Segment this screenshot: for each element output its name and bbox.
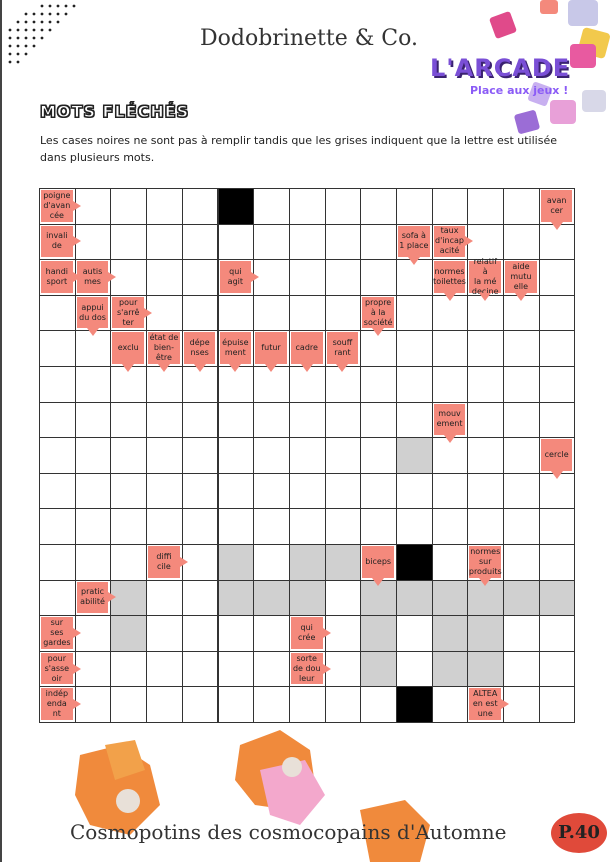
answer-cell[interactable] xyxy=(218,508,255,545)
answer-cell[interactable] xyxy=(539,295,576,332)
clue-text: ALTEA en est une xyxy=(472,689,498,719)
answer-cell[interactable] xyxy=(182,295,219,332)
clue-text: souff rant xyxy=(332,338,353,358)
clue-text: aide mutu elle xyxy=(510,261,532,291)
answer-cell[interactable] xyxy=(146,437,183,474)
arrow-down-icon xyxy=(551,222,563,230)
answer-cell[interactable] xyxy=(39,437,76,474)
answer-cell[interactable] xyxy=(253,651,290,688)
clue-text: dépe nses xyxy=(189,338,210,358)
shared-letter-cell[interactable] xyxy=(218,580,255,617)
clue-box xyxy=(220,332,252,364)
clue-text: invali de xyxy=(46,231,68,251)
answer-cell[interactable] xyxy=(396,330,433,367)
answer-cell[interactable] xyxy=(39,544,76,581)
clue-box xyxy=(541,439,573,471)
answer-cell[interactable] xyxy=(182,402,219,439)
answer-cell[interactable] xyxy=(503,651,540,688)
answer-cell[interactable] xyxy=(360,508,397,545)
arrow-right-icon xyxy=(465,236,473,246)
header-title: Dodobrinette & Co. xyxy=(200,26,418,51)
answer-cell[interactable] xyxy=(218,651,255,688)
clue-box xyxy=(327,332,359,364)
clue-box xyxy=(148,332,180,364)
arrow-right-icon xyxy=(108,592,116,602)
clue-box xyxy=(291,653,323,685)
crossword-grid xyxy=(39,188,575,722)
clue-box xyxy=(220,261,252,293)
arrow-right-icon xyxy=(251,272,259,282)
answer-cell[interactable] xyxy=(146,188,183,225)
shared-letter-cell[interactable] xyxy=(503,580,540,617)
clue-text: sorte de dou leur xyxy=(292,653,321,683)
clue-text: relatif à la mé decine xyxy=(471,256,499,296)
clue-text: handi sport xyxy=(45,266,69,286)
answer-cell[interactable] xyxy=(182,473,219,510)
answer-cell[interactable] xyxy=(289,508,326,545)
answer-cell[interactable] xyxy=(503,437,540,474)
answer-cell[interactable] xyxy=(146,224,183,261)
shared-letter-cell[interactable] xyxy=(360,615,397,652)
answer-cell[interactable] xyxy=(325,224,362,261)
clue-box xyxy=(41,617,73,649)
answer-cell[interactable] xyxy=(146,259,183,296)
answer-cell[interactable] xyxy=(325,259,362,296)
answer-cell[interactable] xyxy=(539,615,576,652)
clue-text: diffi cile xyxy=(156,551,172,571)
answer-cell[interactable] xyxy=(253,295,290,332)
arrow-right-icon xyxy=(73,628,81,638)
answer-cell[interactable] xyxy=(253,224,290,261)
answer-cell[interactable] xyxy=(218,402,255,439)
answer-cell[interactable] xyxy=(325,295,362,332)
answer-cell[interactable] xyxy=(539,651,576,688)
answer-cell[interactable] xyxy=(503,402,540,439)
shared-letter-cell[interactable] xyxy=(432,651,469,688)
clue-text: futur xyxy=(261,343,281,353)
answer-cell[interactable] xyxy=(39,580,76,617)
answer-cell[interactable] xyxy=(467,402,504,439)
answer-cell[interactable] xyxy=(325,402,362,439)
clue-text: cercle xyxy=(544,449,569,459)
answer-cell[interactable] xyxy=(289,473,326,510)
answer-cell[interactable] xyxy=(39,402,76,439)
answer-cell[interactable] xyxy=(503,544,540,581)
shared-letter-cell[interactable] xyxy=(253,580,290,617)
answer-cell[interactable] xyxy=(325,686,362,723)
clue-box xyxy=(469,256,501,296)
answer-cell[interactable] xyxy=(360,188,397,225)
clue-text: mouv ement xyxy=(436,409,463,429)
clue-box xyxy=(41,688,73,720)
clue-text: état de bien- être xyxy=(149,333,179,363)
answer-cell[interactable] xyxy=(253,686,290,723)
clue-text: pour s'arrê ter xyxy=(117,297,140,327)
answer-cell[interactable] xyxy=(253,188,290,225)
answer-cell[interactable] xyxy=(146,508,183,545)
answer-cell[interactable] xyxy=(360,224,397,261)
answer-cell[interactable] xyxy=(110,651,147,688)
answer-cell[interactable] xyxy=(218,437,255,474)
answer-cell[interactable] xyxy=(146,580,183,617)
clue-text: pour s'asse oir xyxy=(44,653,70,683)
answer-cell[interactable] xyxy=(110,188,147,225)
clue-box xyxy=(255,332,287,364)
shared-letter-cell[interactable] xyxy=(467,651,504,688)
answer-cell[interactable] xyxy=(289,224,326,261)
shared-letter-cell[interactable] xyxy=(539,580,576,617)
answer-cell[interactable] xyxy=(110,508,147,545)
answer-cell[interactable] xyxy=(75,366,112,403)
arrow-right-icon xyxy=(180,557,188,567)
clue-box xyxy=(469,546,501,578)
arrow-down-icon xyxy=(515,293,527,301)
answer-cell[interactable] xyxy=(75,544,112,581)
answer-cell[interactable] xyxy=(325,473,362,510)
shared-letter-cell[interactable] xyxy=(467,615,504,652)
answer-cell[interactable] xyxy=(253,473,290,510)
clue-box xyxy=(362,546,394,578)
clue-text: cadre xyxy=(295,343,318,353)
answer-cell[interactable] xyxy=(396,295,433,332)
clue-box xyxy=(469,688,501,720)
arrow-right-icon xyxy=(144,308,152,318)
clue-box xyxy=(184,332,216,364)
answer-cell[interactable] xyxy=(182,651,219,688)
clue-text: taux d'incap acité xyxy=(435,226,464,256)
clue-box xyxy=(505,261,537,293)
clue-text: épuise ment xyxy=(222,338,249,358)
answer-cell[interactable] xyxy=(39,508,76,545)
arrow-down-icon xyxy=(87,328,99,336)
answer-cell[interactable] xyxy=(432,330,469,367)
answer-cell[interactable] xyxy=(182,508,219,545)
answer-cell[interactable] xyxy=(539,259,576,296)
arrow-down-icon xyxy=(122,364,134,372)
answer-cell[interactable] xyxy=(289,188,326,225)
arrow-down-icon xyxy=(551,471,563,479)
answer-cell[interactable] xyxy=(182,615,219,652)
answer-cell[interactable] xyxy=(253,615,290,652)
answer-cell[interactable] xyxy=(396,402,433,439)
clue-text: qui agit xyxy=(227,266,244,286)
answer-cell[interactable] xyxy=(182,188,219,225)
shared-letter-cell[interactable] xyxy=(396,580,433,617)
answer-cell[interactable] xyxy=(539,366,576,403)
answer-cell[interactable] xyxy=(218,686,255,723)
answer-cell[interactable] xyxy=(539,508,576,545)
answer-cell[interactable] xyxy=(39,366,76,403)
clue-box xyxy=(434,226,466,258)
clue-text: avan cer xyxy=(546,195,567,215)
answer-cell[interactable] xyxy=(467,437,504,474)
answer-cell[interactable] xyxy=(467,188,504,225)
answer-cell[interactable] xyxy=(146,402,183,439)
answer-cell[interactable] xyxy=(503,473,540,510)
answer-cell[interactable] xyxy=(360,437,397,474)
clue-text: autis mes xyxy=(82,266,103,286)
clue-text: normes toilettes xyxy=(433,266,466,286)
answer-cell[interactable] xyxy=(467,330,504,367)
arrow-down-icon xyxy=(479,578,491,586)
arrow-right-icon xyxy=(73,664,81,674)
arrow-down-icon xyxy=(444,435,456,443)
answer-cell[interactable] xyxy=(182,437,219,474)
answer-cell[interactable] xyxy=(75,473,112,510)
arrow-right-icon xyxy=(501,699,509,709)
page-number-badge: P.40 xyxy=(551,813,607,853)
arrow-down-icon xyxy=(229,364,241,372)
clue-text: normes sur produits xyxy=(468,546,502,576)
arrow-down-icon xyxy=(408,257,420,265)
answer-cell[interactable] xyxy=(218,473,255,510)
answer-cell[interactable] xyxy=(289,402,326,439)
clue-text: pratic abilité xyxy=(80,587,105,607)
shared-letter-cell[interactable] xyxy=(110,615,147,652)
answer-cell[interactable] xyxy=(360,402,397,439)
answer-cell[interactable] xyxy=(539,402,576,439)
arrow-down-icon xyxy=(444,293,456,301)
shared-letter-cell[interactable] xyxy=(289,580,326,617)
answer-cell[interactable] xyxy=(503,330,540,367)
answer-cell[interactable] xyxy=(360,366,397,403)
answer-cell[interactable] xyxy=(182,259,219,296)
answer-cell[interactable] xyxy=(110,473,147,510)
answer-cell[interactable] xyxy=(325,437,362,474)
clue-box xyxy=(434,261,466,293)
arrow-right-icon xyxy=(73,699,81,709)
clue-box xyxy=(398,226,430,258)
clue-box xyxy=(41,190,73,222)
shared-letter-cell[interactable] xyxy=(289,544,326,581)
logo-title: L'ARCADE xyxy=(430,54,571,82)
answer-cell[interactable] xyxy=(432,473,469,510)
clue-text: qui crée xyxy=(298,622,316,642)
instructions-text: Les cases noires ne sont pas à remplir tandis que les grises indiquent que la lettre est utilisée dans plusieurs mots. xyxy=(40,134,557,164)
arrow-down-icon xyxy=(194,364,206,372)
answer-cell[interactable] xyxy=(503,508,540,545)
answer-cell[interactable] xyxy=(289,686,326,723)
answer-cell[interactable] xyxy=(253,508,290,545)
answer-cell[interactable] xyxy=(146,615,183,652)
answer-cell[interactable] xyxy=(467,473,504,510)
clue-text: propre à la société xyxy=(363,297,393,327)
answer-cell[interactable] xyxy=(360,686,397,723)
answer-cell[interactable] xyxy=(396,508,433,545)
answer-cell[interactable] xyxy=(39,330,76,367)
answer-cell[interactable] xyxy=(110,544,147,581)
clue-box xyxy=(434,404,466,436)
answer-cell[interactable] xyxy=(39,295,76,332)
answer-cell[interactable] xyxy=(75,508,112,545)
shared-letter-cell[interactable] xyxy=(360,651,397,688)
answer-cell[interactable] xyxy=(325,508,362,545)
clue-box xyxy=(291,332,323,364)
answer-cell[interactable] xyxy=(182,580,219,617)
answer-cell[interactable] xyxy=(325,580,362,617)
arrow-right-icon xyxy=(73,201,81,211)
arrow-down-icon xyxy=(479,293,491,301)
shared-letter-cell[interactable] xyxy=(432,580,469,617)
arrow-down-icon xyxy=(158,364,170,372)
answer-cell[interactable] xyxy=(218,224,255,261)
shared-letter-cell[interactable] xyxy=(432,615,469,652)
answer-cell[interactable] xyxy=(110,437,147,474)
answer-cell[interactable] xyxy=(325,188,362,225)
clue-text: biceps xyxy=(365,556,392,566)
clue-text: indép enda nt xyxy=(45,689,69,719)
arrow-down-icon xyxy=(372,328,384,336)
answer-cell[interactable] xyxy=(289,259,326,296)
section-title: MOTS FLÉCHÉS xyxy=(40,102,190,121)
answer-cell[interactable] xyxy=(146,651,183,688)
clue-box xyxy=(148,546,180,578)
dot-pattern-decoration xyxy=(2,0,82,72)
answer-cell[interactable] xyxy=(253,402,290,439)
answer-cell[interactable] xyxy=(289,295,326,332)
answer-cell[interactable] xyxy=(432,544,469,581)
answer-cell[interactable] xyxy=(396,615,433,652)
arrow-down-icon xyxy=(301,364,313,372)
answer-cell[interactable] xyxy=(396,188,433,225)
clue-box xyxy=(41,261,73,293)
clue-text: sofa à 1 place xyxy=(399,231,429,251)
page-left-border xyxy=(0,0,2,862)
clue-box xyxy=(541,190,573,222)
black-cell xyxy=(218,188,255,225)
answer-cell[interactable] xyxy=(253,544,290,581)
answer-cell[interactable] xyxy=(432,366,469,403)
answer-cell[interactable] xyxy=(360,473,397,510)
shared-letter-cell[interactable] xyxy=(396,437,433,474)
answer-cell[interactable] xyxy=(503,615,540,652)
arrow-right-icon xyxy=(323,664,331,674)
answer-cell[interactable] xyxy=(253,437,290,474)
answer-cell[interactable] xyxy=(432,508,469,545)
answer-cell[interactable] xyxy=(396,473,433,510)
answer-cell[interactable] xyxy=(182,224,219,261)
answer-cell[interactable] xyxy=(218,615,255,652)
answer-cell[interactable] xyxy=(539,330,576,367)
clue-box xyxy=(77,261,109,293)
arrow-right-icon xyxy=(323,628,331,638)
footer-title: Cosmopotins des cosmocopains d'Automne xyxy=(70,820,507,844)
answer-cell[interactable] xyxy=(182,686,219,723)
answer-cell[interactable] xyxy=(75,437,112,474)
clue-text: poigne d'avan cée xyxy=(43,190,71,220)
arrow-down-icon xyxy=(336,364,348,372)
answer-cell[interactable] xyxy=(39,473,76,510)
answer-cell[interactable] xyxy=(467,508,504,545)
answer-cell[interactable] xyxy=(503,366,540,403)
answer-cell[interactable] xyxy=(432,188,469,225)
answer-cell[interactable] xyxy=(110,402,147,439)
arrow-right-icon xyxy=(73,236,81,246)
arrow-down-icon xyxy=(265,364,277,372)
answer-cell[interactable] xyxy=(539,544,576,581)
shared-letter-cell[interactable] xyxy=(218,544,255,581)
answer-cell[interactable] xyxy=(218,295,255,332)
shared-letter-cell[interactable] xyxy=(325,544,362,581)
answer-cell[interactable] xyxy=(110,686,147,723)
answer-cell[interactable] xyxy=(432,686,469,723)
clue-box xyxy=(112,297,144,329)
arrow-right-icon xyxy=(108,272,116,282)
answer-cell[interactable] xyxy=(360,259,397,296)
black-cell xyxy=(396,544,433,581)
answer-cell[interactable] xyxy=(396,366,433,403)
answer-cell[interactable] xyxy=(503,188,540,225)
arrow-down-icon xyxy=(372,578,384,586)
clue-box xyxy=(112,332,144,364)
black-cell xyxy=(396,686,433,723)
clue-text: sur ses gardes xyxy=(43,617,71,647)
answer-cell[interactable] xyxy=(75,402,112,439)
logo-subtitle: Place aux jeux ! xyxy=(470,84,569,97)
clue-box xyxy=(41,653,73,685)
answer-cell[interactable] xyxy=(110,224,147,261)
clue-text: exclu xyxy=(117,343,139,353)
answer-cell[interactable] xyxy=(396,651,433,688)
answer-cell[interactable] xyxy=(146,473,183,510)
answer-cell[interactable] xyxy=(289,437,326,474)
clue-box xyxy=(41,226,73,258)
clue-box xyxy=(362,297,394,329)
answer-cell[interactable] xyxy=(467,366,504,403)
clue-box xyxy=(77,297,109,329)
answer-cell[interactable] xyxy=(539,686,576,723)
answer-cell[interactable] xyxy=(146,686,183,723)
clue-box xyxy=(291,617,323,649)
answer-cell[interactable] xyxy=(503,224,540,261)
clue-box xyxy=(77,582,109,614)
clue-text: appui du dos xyxy=(79,302,106,322)
